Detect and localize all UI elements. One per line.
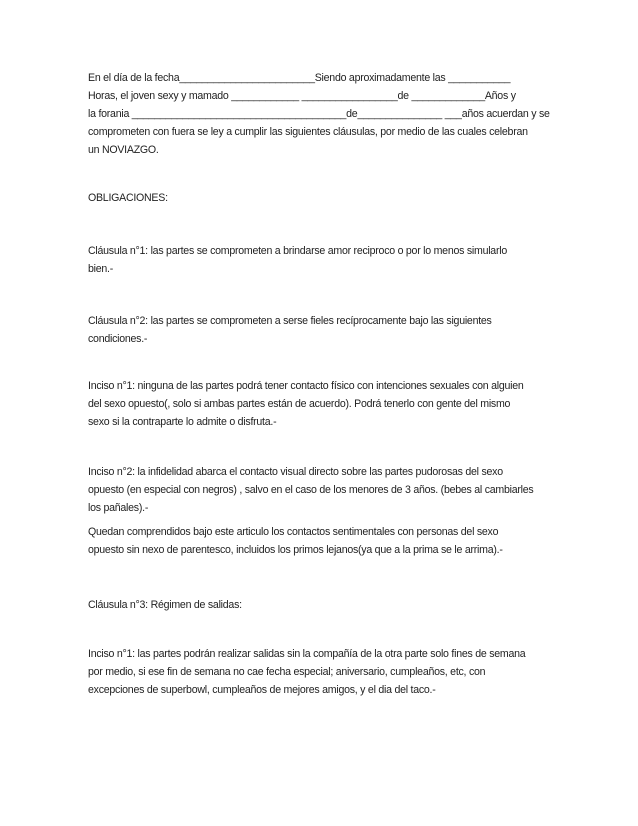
inciso-2-paragraph xyxy=(88,463,554,517)
inciso-salidas-paragraph xyxy=(88,645,554,699)
clausula-1-line: bien.- xyxy=(88,263,113,275)
intro-line: comprometen con fuera se ley a cumplir las siguientes cláusulas, por medio de las cuales celebran xyxy=(88,126,528,138)
intro-line: un NOVIAZGO. xyxy=(88,144,159,156)
clausula-3-heading-text: Cláusula n°3: Régimen de salidas: xyxy=(88,599,242,611)
inciso-2-line: Inciso n°2: la infidelidad abarca el contacto visual directo sobre las partes pudorosas del sexo xyxy=(88,466,503,478)
inciso-salidas-line: Inciso n°1: las partes podrán realizar salidas sin la compañía de la otra parte solo fines de semana xyxy=(88,648,526,660)
intro-line: Horas, el joven sexy y mamado ____________ _________________de _____________Años y xyxy=(88,90,516,102)
clausula-2-paragraph xyxy=(88,312,554,348)
inciso-2-line: opuesto (en especial con negros) , salvo en el caso de los menores de 3 años. (bebes al cambiarles xyxy=(88,484,534,496)
inciso-2-line: los pañales).- xyxy=(88,502,149,514)
clausula-1-line: Cláusula n°1: las partes se comprometen a brindarse amor reciproco o por lo menos simularlo xyxy=(88,245,507,257)
quedan-line: opuesto sin nexo de parentesco, incluidos los primos lejanos(ya que a la prima se le arrima).- xyxy=(88,544,503,556)
inciso-1-line: Inciso n°1: ninguna de las partes podrá tener contacto físico con intenciones sexuales con alguien xyxy=(88,380,524,392)
clausula-3-heading xyxy=(88,596,554,614)
inciso-salidas-line: excepciones de superbowl, cumpleaños de mejores amigos, y el dia del taco.- xyxy=(88,684,436,696)
inciso-1-line: sexo si la contraparte lo admite o disfruta.- xyxy=(88,416,277,428)
clausula-1-paragraph xyxy=(88,242,554,278)
intro-line: la forania ______________________________________de_______________ ___años acuerdan y se xyxy=(88,108,550,120)
inciso-1-line: del sexo opuesto(, solo si ambas partes están de acuerdo). Podrá tenerlo con gente del mismo xyxy=(88,398,511,410)
clausula-2-line: Cláusula n°2: las partes se comprometen a serse fieles recíprocamente bajo las siguientes xyxy=(88,315,492,327)
intro-paragraph xyxy=(88,69,554,159)
quedan-paragraph xyxy=(88,523,554,559)
quedan-line: Quedan comprendidos bajo este articulo los contactos sentimentales con personas del sexo xyxy=(88,526,499,538)
clausula-2-line: condiciones.- xyxy=(88,333,148,345)
obligaciones-heading xyxy=(88,189,554,207)
intro-line: En el día de la fecha________________________Siendo aproximadamente las ___________ xyxy=(88,72,511,84)
inciso-salidas-line: por medio, si ese fin de semana no cae fecha especial; aniversario, cumpleaños, etc, con xyxy=(88,666,486,678)
obligaciones-heading-text: OBLIGACIONES: xyxy=(88,192,168,204)
inciso-1-paragraph xyxy=(88,377,554,431)
